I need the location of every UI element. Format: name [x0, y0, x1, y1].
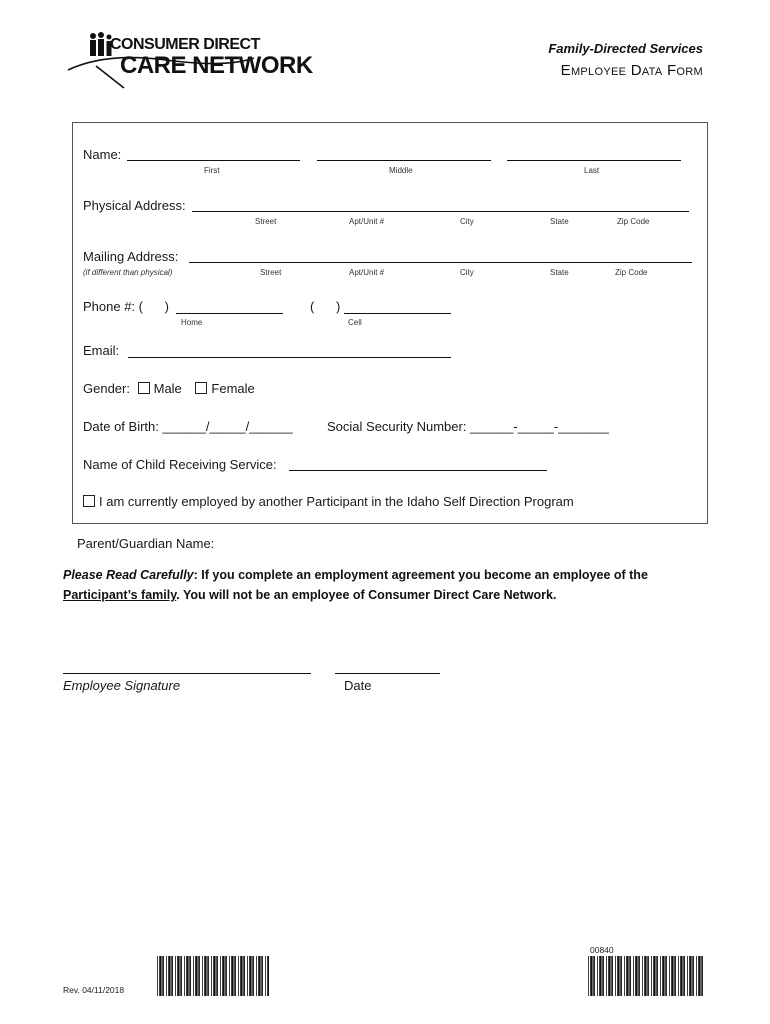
physical-address-label: Physical Address:	[83, 198, 186, 213]
notice-text-2: . You will not be an employee of Consumer Direct Care Network.	[176, 588, 557, 602]
cell-phone-paren: ( )	[310, 299, 341, 314]
signature-date-field[interactable]	[335, 673, 440, 674]
barcode-bar	[597, 956, 598, 996]
barcode-bar	[599, 956, 601, 996]
barcode-bar	[674, 956, 676, 996]
barcode-bar	[184, 956, 185, 996]
barcode-bar	[635, 956, 637, 996]
mailing-address-label: Mailing Address:	[83, 249, 179, 264]
barcode-bar	[222, 956, 224, 996]
physical-city-sublabel: City	[460, 217, 474, 226]
form-code: 00840	[590, 945, 614, 955]
employed-row	[83, 494, 574, 509]
barcode-bar	[647, 956, 649, 996]
notice-lead: Please Read Carefully	[63, 568, 194, 582]
barcode-bar	[680, 956, 682, 996]
barcode-bar	[593, 956, 595, 996]
barcode-bar	[177, 956, 179, 996]
ssn-field[interactable]: Social Security Number: ______-_____-_______	[327, 419, 609, 434]
physical-address-field[interactable]	[192, 211, 689, 212]
barcode-bar	[620, 956, 622, 996]
barcode-bar	[611, 956, 613, 996]
barcode-bar	[698, 956, 700, 996]
barcode-bar	[175, 956, 176, 996]
barcode-bar	[261, 956, 263, 996]
physical-state-sublabel: State	[550, 217, 569, 226]
barcode-bar	[231, 956, 233, 996]
barcode-bar	[692, 956, 694, 996]
date-label: Date	[344, 678, 372, 693]
barcode-bar	[701, 956, 703, 996]
cell-sublabel: Cell	[348, 318, 362, 327]
barcode-bar	[638, 956, 640, 996]
barcode-bar	[202, 956, 203, 996]
barcode-bar	[696, 956, 697, 996]
barcode-bar	[653, 956, 655, 996]
female-label: Female	[211, 381, 255, 396]
barcode-bar	[193, 956, 194, 996]
physical-street-sublabel: Street	[255, 217, 277, 226]
barcode-bar	[656, 956, 658, 996]
barcode-bar	[683, 956, 685, 996]
barcode-bar	[162, 956, 164, 996]
notice-participant-family: Participant’s family	[63, 588, 177, 602]
barcode-bar	[651, 956, 652, 996]
mailing-city-sublabel: City	[460, 268, 474, 277]
mailing-zip-sublabel: Zip Code	[615, 268, 648, 277]
logo-text-bottom: CARE NETWORK	[120, 52, 313, 79]
mailing-street-sublabel: Street	[260, 268, 282, 277]
last-sublabel: Last	[584, 166, 600, 175]
barcode-bar	[166, 956, 167, 996]
barcode-bar	[258, 956, 260, 996]
name-label: Name:	[83, 147, 122, 162]
middle-sublabel: Middle	[389, 166, 413, 175]
mailing-address-field[interactable]	[189, 262, 692, 263]
child-name-field[interactable]	[289, 470, 547, 471]
barcode-bar	[186, 956, 188, 996]
employed-label: I am currently employed by another Participant in the Idaho Self Direction Program	[99, 494, 574, 509]
barcode-bar	[225, 956, 227, 996]
barcode-bar	[678, 956, 679, 996]
male-label: Male	[153, 381, 182, 396]
revision-date: Rev. 04/11/2018	[63, 985, 125, 995]
barcode-bar	[626, 956, 628, 996]
gender-group	[83, 381, 255, 396]
email-field[interactable]	[128, 357, 451, 358]
gender-label: Gender:	[83, 381, 130, 396]
barcode-bar	[687, 956, 688, 996]
barcode-bar	[204, 956, 206, 996]
barcode-bar	[249, 956, 251, 996]
barcode-bar	[642, 956, 643, 996]
barcode-bar	[608, 956, 610, 996]
barcode-bar	[665, 956, 667, 996]
phone-label: Phone #: ( )	[83, 299, 169, 314]
barcode-bar	[157, 956, 158, 996]
last-name-field[interactable]	[507, 160, 681, 161]
barcode-right	[588, 956, 705, 996]
barcode-bar	[671, 956, 673, 996]
form-title: Employee Data Form	[560, 62, 703, 79]
barcode-bar	[629, 956, 631, 996]
barcode-bar	[195, 956, 197, 996]
cell-phone-field[interactable]	[344, 313, 451, 314]
dob-field[interactable]: Date of Birth: ______/_____/______	[83, 419, 293, 434]
home-phone-field[interactable]	[176, 313, 283, 314]
barcode-bar	[159, 956, 161, 996]
email-label: Email:	[83, 343, 120, 358]
female-checkbox[interactable]	[195, 382, 207, 394]
barcode-bar	[220, 956, 221, 996]
employee-signature-label: Employee Signature	[63, 678, 181, 693]
program-name: Family-Directed Services	[548, 41, 703, 56]
barcode-bar	[256, 956, 257, 996]
barcode-bar	[243, 956, 245, 996]
barcode-bar	[234, 956, 236, 996]
barcode-bar	[213, 956, 215, 996]
barcode-bar	[602, 956, 604, 996]
barcode-bar	[633, 956, 634, 996]
barcode-bar	[238, 956, 239, 996]
male-checkbox[interactable]	[138, 382, 150, 394]
barcode-bar	[615, 956, 616, 996]
first-name-field[interactable]	[127, 160, 300, 161]
guardian-name-label: Parent/Guardian Name:	[77, 536, 215, 551]
barcode-bar	[240, 956, 242, 996]
barcode-bar	[211, 956, 212, 996]
child-name-label: Name of Child Receiving Service:	[83, 457, 277, 472]
barcode-bar	[252, 956, 254, 996]
barcode-bar	[660, 956, 661, 996]
barcode-bar	[588, 956, 589, 996]
barcode-bar	[669, 956, 670, 996]
barcode-bar	[216, 956, 218, 996]
barcode-left	[157, 956, 269, 996]
barcode-bar	[265, 956, 266, 996]
barcode-bar	[229, 956, 230, 996]
mailing-apt-sublabel: Apt/Unit #	[349, 268, 385, 277]
physical-apt-sublabel: Apt/Unit #	[349, 217, 385, 226]
barcode-bar	[207, 956, 209, 996]
barcode-bar	[590, 956, 592, 996]
home-sublabel: Home	[181, 318, 203, 327]
barcode-bar	[267, 956, 269, 996]
barcode-bar	[180, 956, 182, 996]
notice-text-1: : If you complete an employment agreement you become an employee of the	[193, 568, 648, 582]
middle-name-field[interactable]	[317, 160, 491, 161]
barcode-bar	[617, 956, 619, 996]
mailing-state-sublabel: State	[550, 268, 569, 277]
barcode-bar	[624, 956, 625, 996]
notice-text	[63, 565, 713, 605]
physical-zip-sublabel: Zip Code	[617, 217, 650, 226]
barcode-bar	[247, 956, 248, 996]
barcode-bar	[662, 956, 664, 996]
barcode-bar	[689, 956, 691, 996]
logo-text-top: CONSUMER DIRECT	[110, 36, 260, 53]
employed-checkbox[interactable]	[83, 495, 95, 507]
barcode-bar	[168, 956, 170, 996]
barcode-bar	[198, 956, 200, 996]
mailing-note: (if different than physical)	[83, 268, 173, 277]
first-sublabel: First	[204, 166, 220, 175]
barcode-bar	[189, 956, 191, 996]
employee-signature-field[interactable]	[63, 673, 311, 674]
barcode-bar	[644, 956, 646, 996]
barcode-bar	[171, 956, 173, 996]
barcode-bar	[606, 956, 607, 996]
